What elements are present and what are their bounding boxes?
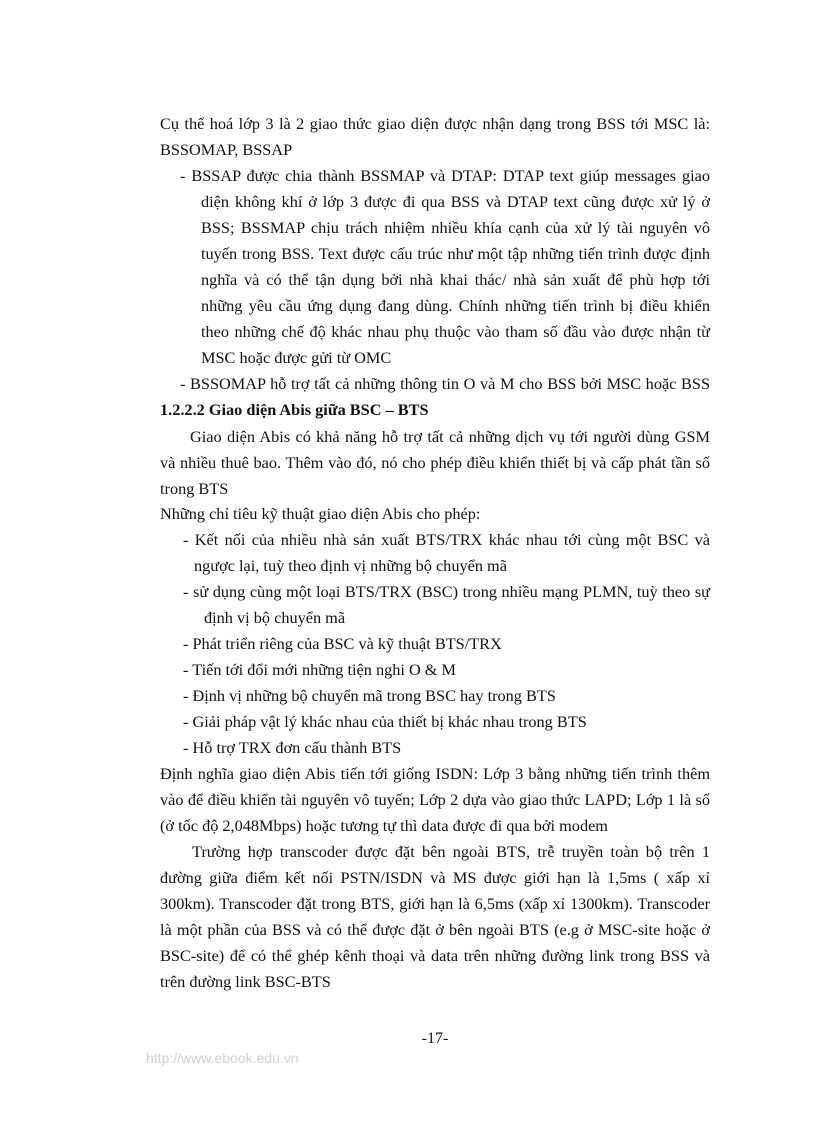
bullet-continuation: diện không khí ở lớp 3 được đi qua BSS và DTAP text cũng được xử lý ở [201,192,710,211]
paragraph-line: đường giữa điểm kết nối PSTN/ISDN và MS được giới hạn là 1,5ms ( xấp xỉ [160,868,710,887]
bullet-item: - Giải pháp vật lý khác nhau của thiết bị khác nhau trong BTS [183,712,587,731]
paragraph-line: Những chỉ tiêu kỹ thuật giao diện Abis cho phép: [160,504,481,523]
bullet-item: - Tiến tới đổi mới những tiện nghi O & M [183,660,456,679]
bullet-continuation: nghĩa và có thể tận dụng bởi nhà khai thác/ nhà sản xuất để phù hợp tới [201,270,710,289]
bullet-continuation: MSC hoặc được gửi từ OMC [201,348,392,367]
bullet-item: - Định vị những bộ chuyển mã trong BSC hay trong BTS [183,686,556,705]
paragraph-line: Cụ thể hoá lớp 3 là 2 giao thức giao diện được nhận dạng trong BSS tới MSC là: [160,114,710,133]
bullet-continuation: theo những chế độ khác nhau phụ thuộc vào tham số đầu vào được nhận từ [201,322,710,341]
bullet-item: - Kết nối của nhiều nhà sản xuất BTS/TRX khác nhau tới cùng một BSC và [183,530,710,549]
page-number: -17- [421,1030,449,1047]
bullet-continuation: tuyến trong BSS. Text được cấu trúc như một tập những tiến trình được định [201,244,710,263]
paragraph-line: trên đường link BSC-BTS [160,972,331,991]
bullet-item: - BSSOMAP hỗ trợ tất cả những thông tin O và M cho BSS bởi MSC hoặc BSS [180,374,710,393]
bullet-continuation: định vị bộ chuyển mã [204,608,346,627]
paragraph-line: 300km). Transcoder đặt trong BTS, giới hạn là 6,5ms (xấp xỉ 1300km). Transcoder [160,894,710,913]
paragraph-line: Giao diện Abis có khả năng hỗ trợ tất cả những dịch vụ tới người dùng GSM [190,427,710,446]
watermark-url: http://www.ebook.edu.vn [146,1050,299,1066]
paragraph-line: BSC-site) để có thể ghép kênh thoại và data trên những đường link trong BSS và [160,946,710,965]
bullet-continuation: ngược lại, tuỳ theo định vị những bộ chuyển mã [194,556,507,575]
paragraph-line: (ở tốc độ 2,048Mbps) hoặc tương tự thì data được đi qua bởi modem [160,816,608,835]
paragraph-line: Định nghĩa giao diện Abis tiến tới giống ISDN: Lớp 3 bằng những tiến trình thêm [160,764,710,783]
section-heading: 1.2.2.2 Giao diện Abis giữa BSC – BTS [160,400,429,419]
bullet-continuation: những yêu cầu ứng dụng đang dùng. Chính những tiến trình bị điều khiển [201,296,710,315]
bullet-item: - Hỗ trợ TRX đơn cấu thành BTS [183,738,402,757]
bullet-item: - Phát triển riêng của BSC và kỹ thuật BTS/TRX [183,634,502,653]
bullet-continuation: BSS; BSSMAP chịu trách nhiệm nhiều khía cạnh của xử lý tài nguyên vô [201,218,710,237]
paragraph-line: và nhiều thuê bao. Thêm vào đó, nó cho phép điều khiển thiết bị và cấp phát tần số [160,453,710,472]
paragraph-line: trong BTS [160,479,229,498]
paragraph-line: vào để điều khiển tài nguyên vô tuyến; Lớp 2 dựa vào giao thức LAPD; Lớp 1 là số [160,790,710,809]
paragraph-line: BSSOMAP, BSSAP [160,140,293,159]
bullet-item: - sử dụng cùng một loại BTS/TRX (BSC) trong nhiều mạng PLMN, tuỳ theo sự [183,582,710,601]
paragraph-line: Trường hợp transcoder được đặt bên ngoài BTS, trễ truyền toàn bộ trên 1 [192,842,710,861]
bullet-item: - BSSAP được chia thành BSSMAP và DTAP: DTAP text giúp messages giao [180,166,710,185]
paragraph-line: là một phần của BSS và có thể được đặt ở bên ngoài BTS (e.g ở MSC-site hoặc ở [160,920,710,939]
